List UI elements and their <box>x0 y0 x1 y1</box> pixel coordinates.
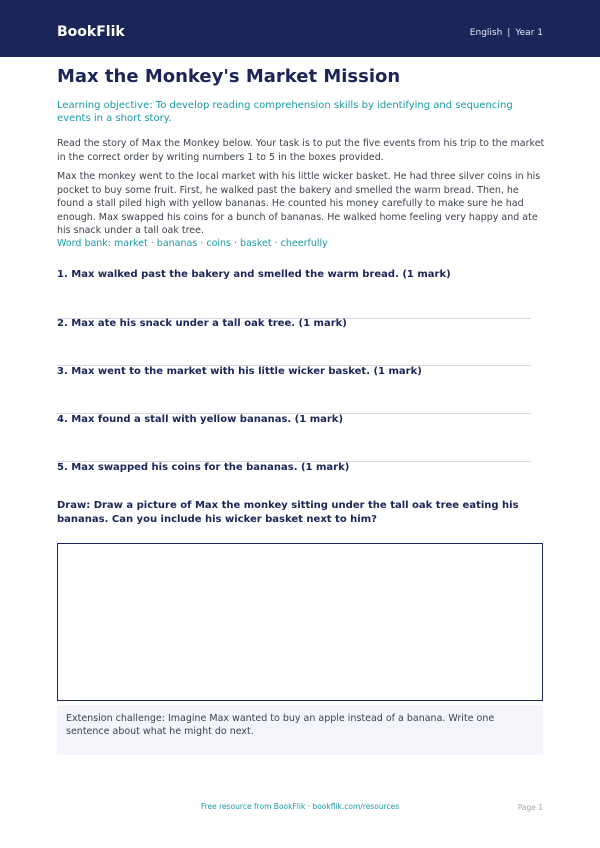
question-1: 1. Max walked past the bakery and smelled the warm bread. (1 mark) <box>57 269 451 280</box>
worksheet-title: Max the Monkey's Market Mission <box>57 66 401 87</box>
learning-objective: Learning objective: To develop reading comprehension skills by identifying and sequencing events in a short story. <box>57 100 513 124</box>
question-2: 2. Max ate his snack under a tall oak tree. (1 mark) <box>57 318 347 329</box>
year-label: Year 1 <box>515 28 543 38</box>
word-bank: Word bank: market · bananas · coins · basket · cheerfully <box>57 238 328 249</box>
page-number: Page 1 <box>517 803 543 812</box>
page-header <box>0 0 600 57</box>
extension-challenge-box <box>57 705 543 755</box>
question-3: 3. Max went to the market with his little wicker basket. (1 mark) <box>57 366 422 377</box>
subject-year-label <box>470 27 543 39</box>
question-5: 5. Max swapped his coins for the bananas. (1 mark) <box>57 462 350 473</box>
drawing-box[interactable] <box>57 543 543 701</box>
extension-challenge-text: Extension challenge: Imagine Max wanted to buy an apple instead of a banana. Write one sentence about what he might do next. <box>66 713 495 737</box>
question-4: 4. Max found a stall with yellow bananas. (1 mark) <box>57 414 344 425</box>
instructions-paragraph: Read the story of Max the Monkey below. Your task is to put the five events from his trip to the market in the correct order by writing numbers 1 to 5 in the boxes provided. <box>57 138 545 163</box>
story-paragraph: Max the monkey went to the local market with his little wicker basket. He had three silver coins in his pocket to buy some fruit. First, he walked past the bakery and smelled the warm bread. Then, he found a stall piled high with yellow bananas. He counted his money carefully to make sure he had enough. Max swapped his coins for a bunch of bananas. He walked home feeling very happy and ate his snack under a tall oak tree. <box>57 171 541 236</box>
brand-logo-text: BookFlik <box>57 24 125 40</box>
footer-resource-link[interactable]: Free resource from BookFlik · bookflik.com/resources <box>200 802 400 811</box>
meta-separator: | <box>507 28 511 38</box>
draw-prompt: Draw: Draw a picture of Max the monkey sitting under the tall oak tree eating his bananas. Can you include his wicker basket next to him? <box>57 500 519 525</box>
subject-label: English <box>469 28 503 38</box>
